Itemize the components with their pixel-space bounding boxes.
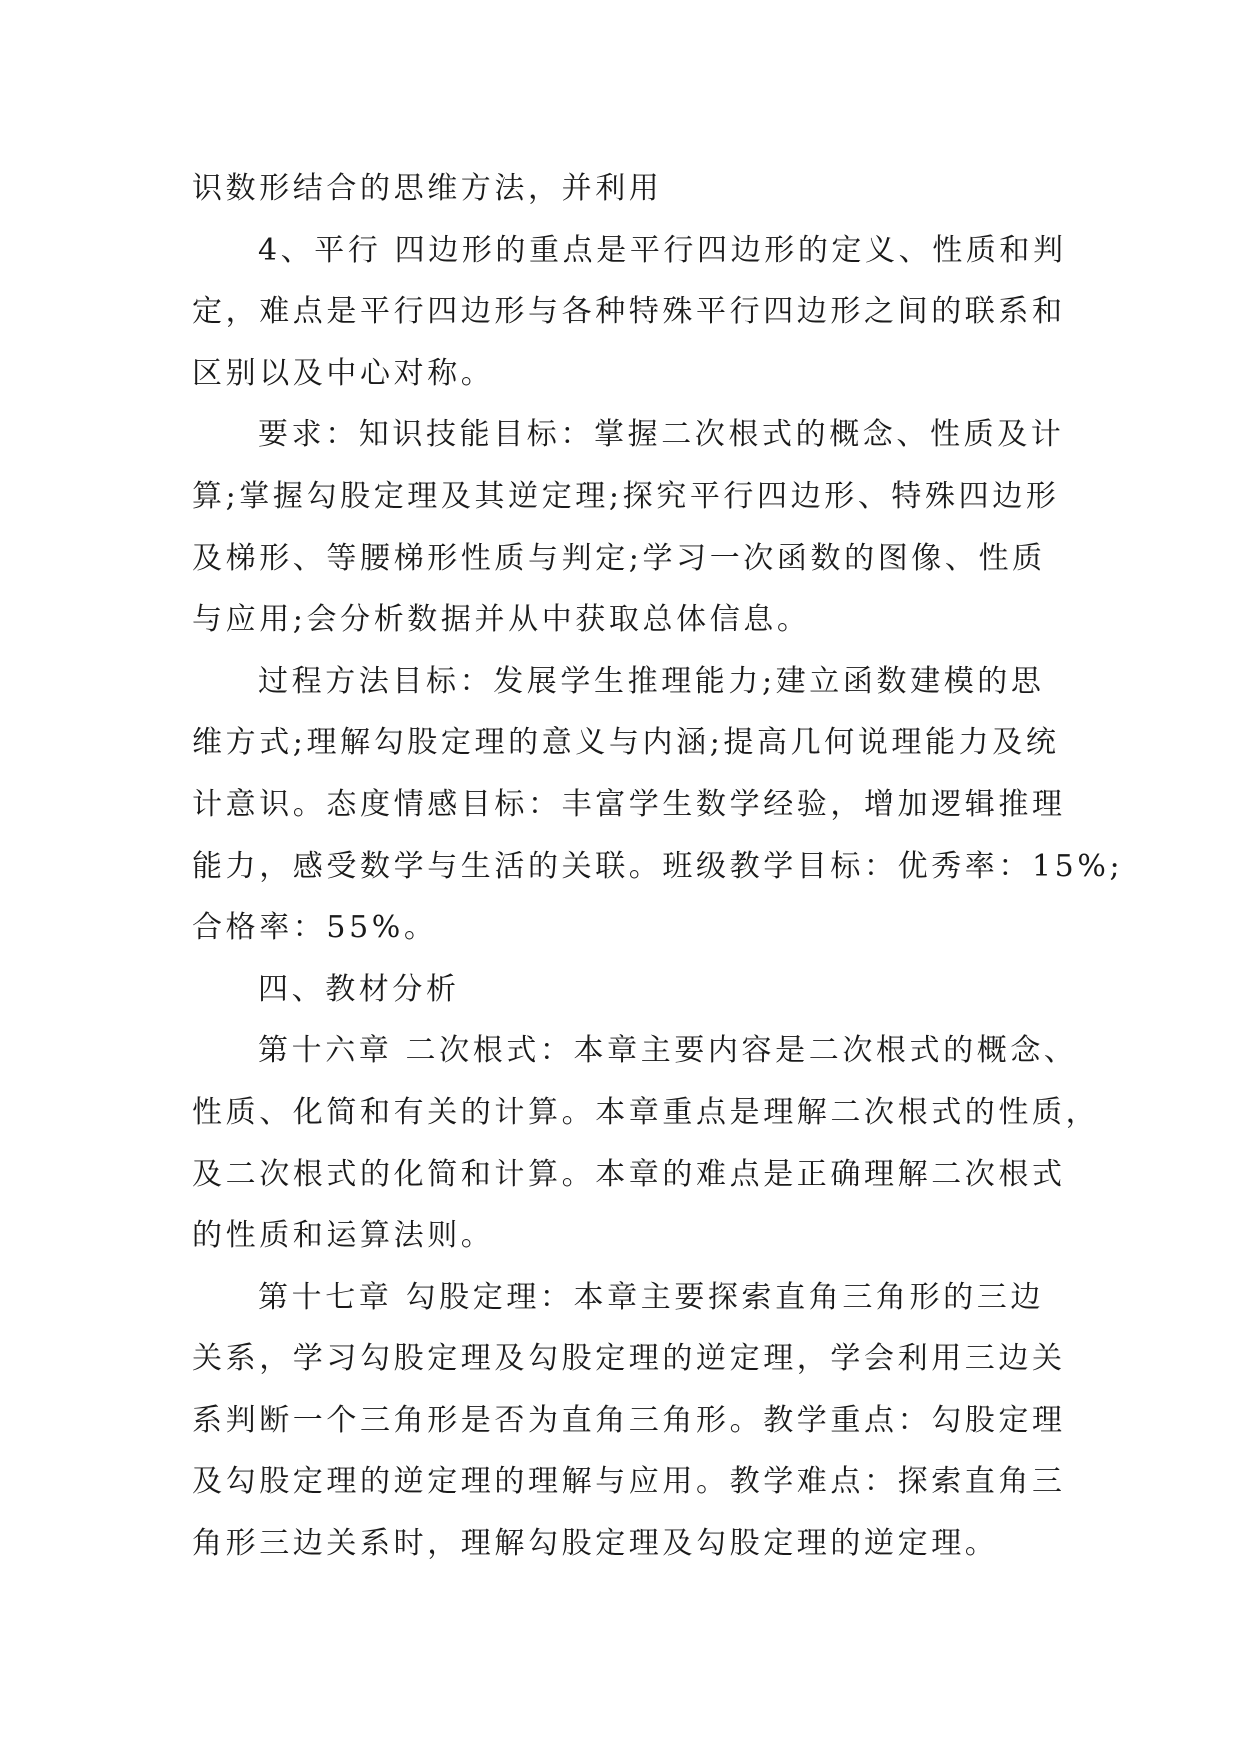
paragraph-item-4	[192, 220, 1072, 405]
text-line: 计意识。态度情感目标：丰富学生数学经验，增加逻辑推理	[192, 786, 1066, 822]
heading-line: 四、教材分析	[258, 971, 460, 1007]
text-line: 定，难点是平行四边形与各种特殊平行四边形之间的联系和	[192, 294, 1066, 330]
document-body	[192, 158, 1124, 1575]
text-line: 能力，感受数学与生活的关联。班级教学目标：优秀率：15%;	[192, 848, 1124, 884]
text-line: 区别以及中心对称。	[192, 355, 495, 391]
text-line: 第十六章 二次根式：本章主要内容是二次根式的概念、	[258, 1033, 1078, 1069]
text-line: 系判断一个三角形是否为直角三角形。教学重点：勾股定理	[192, 1402, 1066, 1438]
paragraph-continuation	[192, 158, 1072, 220]
text-line: 4、平行 四边形的重点是平行四边形的定义、性质和判	[258, 232, 1067, 268]
paragraph-process-goals	[192, 651, 1124, 959]
text-line: 性质、化简和有关的计算。本章重点是理解二次根式的性质，	[192, 1094, 1100, 1130]
section-heading-textbook-analysis	[192, 959, 1072, 1021]
text-line: 及梯形、等腰梯形性质与判定;学习一次函数的图像、性质	[192, 540, 1046, 576]
text-line: 算;掌握勾股定理及其逆定理;探究平行四边形、特殊四边形	[192, 478, 1060, 514]
text-line: 角形三边关系时，理解勾股定理及勾股定理的逆定理。	[192, 1526, 999, 1562]
text-line: 过程方法目标：发展学生推理能力;建立函数建模的思	[258, 663, 1045, 699]
paragraph-requirements	[192, 404, 1072, 650]
text-line: 要求：知识技能目标：掌握二次根式的概念、性质及计	[258, 417, 1065, 453]
paragraph-chapter-17	[192, 1267, 1072, 1575]
text-line: 关系，学习勾股定理及勾股定理的逆定理，学会利用三边关	[192, 1341, 1066, 1377]
text-line: 合格率：55%。	[192, 910, 438, 946]
paragraph-chapter-16	[192, 1020, 1100, 1266]
text-line: 第十七章 勾股定理：本章主要探索直角三角形的三边	[258, 1279, 1044, 1315]
text-line: 及勾股定理的逆定理的理解与应用。教学难点：探索直角三	[192, 1464, 1066, 1500]
text-line: 维方式;理解勾股定理的意义与内涵;提高几何说理能力及统	[192, 725, 1060, 761]
text-line: 识数形结合的思维方法，并利用	[192, 171, 663, 206]
text-line: 的性质和运算法则。	[192, 1218, 495, 1254]
text-line: 与应用;会分析数据并从中获取总体信息。	[192, 602, 811, 638]
text-line: 及二次根式的化简和计算。本章的难点是正确理解二次根式	[192, 1156, 1066, 1192]
